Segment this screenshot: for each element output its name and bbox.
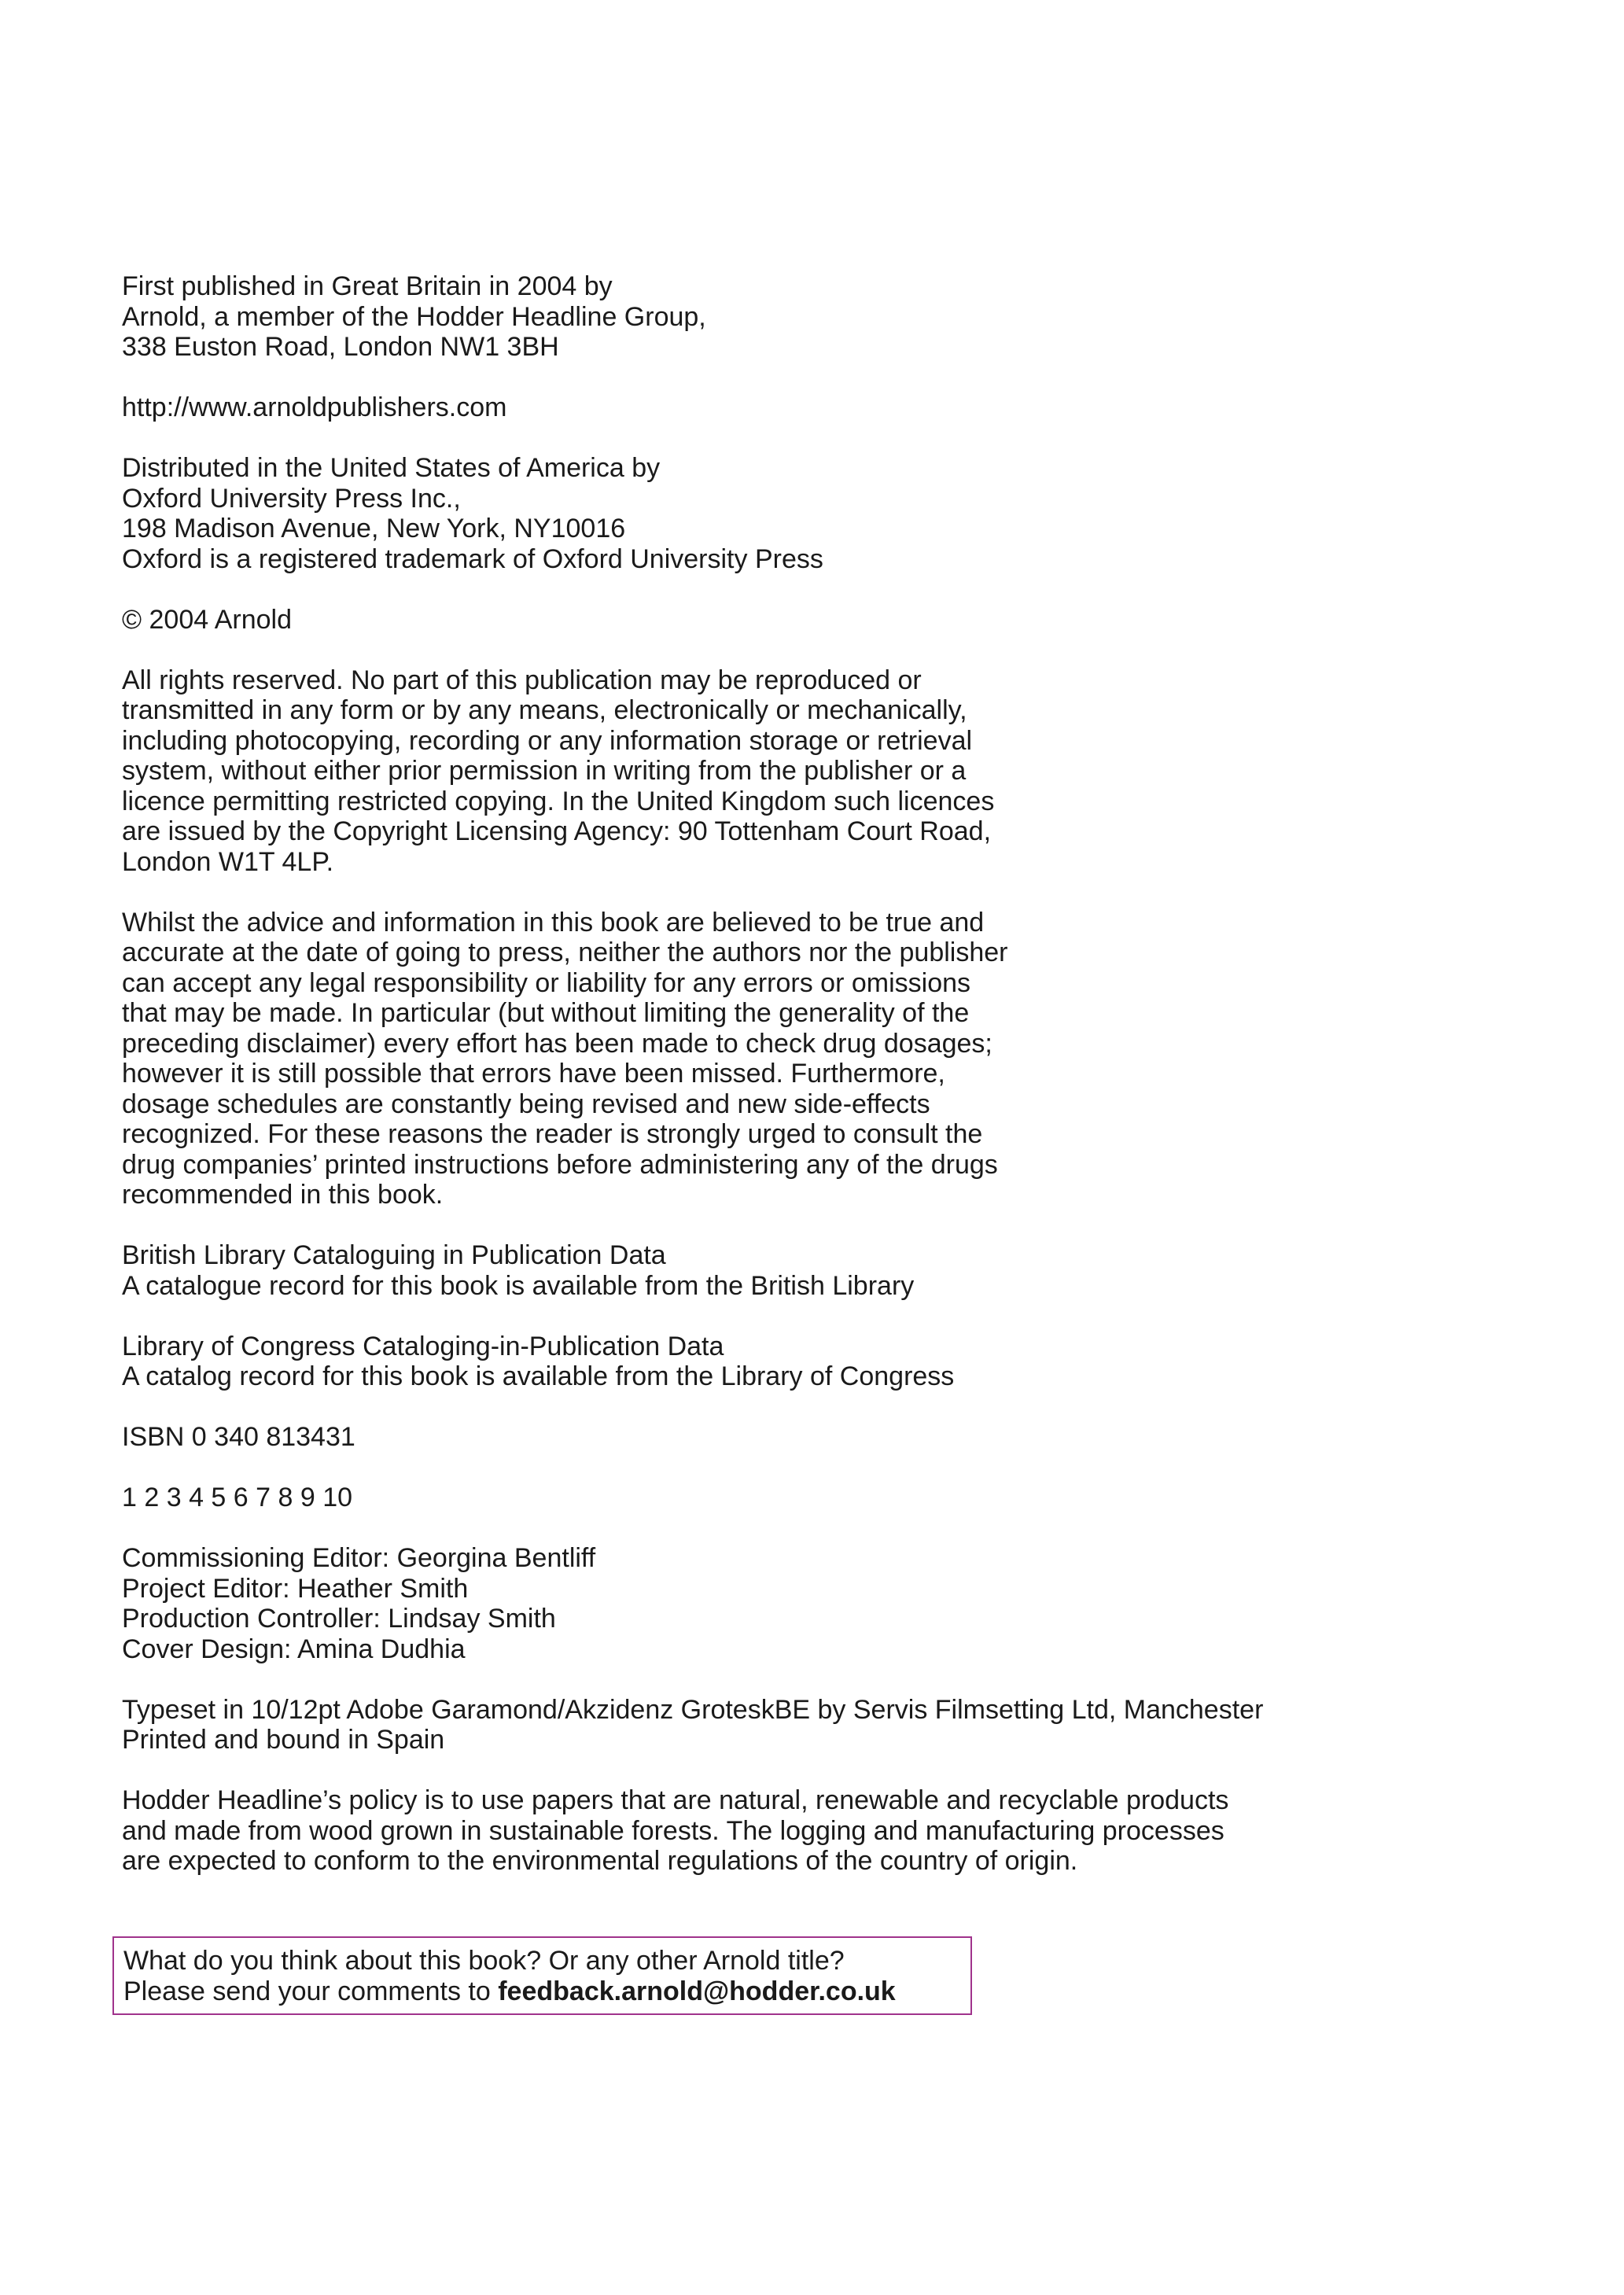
- disclaimer-line: drug companies’ printed instructions before administering any of the drugs: [122, 1149, 998, 1180]
- credits-block: [122, 1543, 1506, 1664]
- disclaimer-line: Whilst the advice and information in this book are believed to be true and: [122, 907, 985, 938]
- feedback-email-link[interactable]: feedback.arnold@hodder.co.uk: [498, 1976, 896, 2006]
- disclaimer-line: dosage schedules are constantly being revised and new side-effects: [122, 1089, 930, 1119]
- disclaimer-line: however it is still possible that errors have been missed. Furthermore,: [122, 1059, 945, 1089]
- copyright-block: [122, 605, 1506, 635]
- paper-policy-line: and made from wood grown in sustainable forests. The logging and manufacturing processes: [122, 1815, 1224, 1846]
- printing-line: 1 2 3 4 5 6 7 8 9 10: [122, 1483, 353, 1512]
- disclaimer-line: accurate at the date of going to press, neither the authors nor the publisher: [122, 938, 1008, 967]
- copyright-page: [122, 271, 1506, 1906]
- credit-line: Production Controller: Lindsay Smith: [122, 1604, 556, 1634]
- loc-cip-line: Library of Congress Cataloging-in-Publication Data: [122, 1331, 724, 1361]
- feedback-box: [112, 1936, 972, 2015]
- copyright-notice: © 2004 Arnold: [122, 604, 292, 635]
- distribution-block: [122, 453, 1506, 574]
- publisher-line: Arnold, a member of the Hodder Headline Group,: [122, 301, 706, 332]
- rights-line: are issued by the Copyright Licensing Agency: 90 Tottenham Court Road,: [122, 816, 992, 846]
- british-library-cip-block: [122, 1240, 1506, 1301]
- isbn: ISBN 0 340 813431: [122, 1422, 355, 1452]
- website-block: [122, 392, 1506, 423]
- paper-policy-block: [122, 1785, 1506, 1877]
- feedback-prefix: Please send your comments to: [123, 1976, 499, 2006]
- rights-line: licence permitting restricted copying. In the United Kingdom such licences: [122, 786, 995, 816]
- paper-policy-line: Hodder Headline’s policy is to use papers that are natural, renewable and recyclable products: [122, 1785, 1229, 1815]
- disclaimer-line: recognized. For these reasons the reader is strongly urged to consult the: [122, 1119, 983, 1149]
- feedback-question: What do you think about this book? Or any other Arnold title?: [123, 1946, 845, 1976]
- disclaimer-line: can accept any legal responsibility or liability for any errors or omissions: [122, 967, 971, 998]
- printing-line-block: [122, 1483, 1506, 1513]
- bl-cip-line: British Library Cataloguing in Publication Data: [122, 1240, 666, 1270]
- typeset-line: Typeset in 10/12pt Adobe Garamond/Akzidenz GroteskBE by Servis Filmsetting Ltd, Manchester: [122, 1694, 1264, 1725]
- distribution-line: Oxford University Press Inc.,: [122, 483, 461, 514]
- rights-line: transmitted in any form or by any means, electronically or mechanically,: [122, 695, 967, 725]
- library-of-congress-cip-block: [122, 1332, 1506, 1392]
- publisher-line: First published in Great Britain in 2004 by: [122, 271, 613, 301]
- rights-line: London W1T 4LP.: [122, 846, 334, 877]
- disclaimer-line: that may be made. In particular (but without limiting the generality of the: [122, 998, 970, 1028]
- bl-cip-line: A catalogue record for this book is available from the British Library: [122, 1270, 915, 1301]
- rights-line: including photocopying, recording or any information storage or retrieval: [122, 725, 973, 756]
- rights-line: All rights reserved. No part of this publication may be reproduced or: [122, 665, 922, 695]
- feedback-request: [123, 1976, 970, 2007]
- distribution-line: 198 Madison Avenue, New York, NY10016: [122, 514, 626, 543]
- isbn-block: [122, 1422, 1506, 1453]
- paper-policy-line: are expected to conform to the environmental regulations of the country of origin.: [122, 1846, 1078, 1876]
- disclaimer-line: recommended in this book.: [122, 1180, 444, 1210]
- credit-line: Commissioning Editor: Georgina Bentliff: [122, 1543, 596, 1573]
- disclaimer-line: preceding disclaimer) every effort has been made to check drug dosages;: [122, 1028, 992, 1059]
- credit-line: Project Editor: Heather Smith: [122, 1573, 469, 1604]
- publisher-block: [122, 271, 1506, 363]
- distribution-line: Distributed in the United States of America by: [122, 453, 661, 483]
- publisher-line: 338 Euston Road, London NW1 3BH: [122, 332, 559, 362]
- website-link[interactable]: http://www.arnoldpublishers.com: [122, 392, 507, 422]
- disclaimer-block: [122, 908, 1506, 1210]
- typeset-line: Printed and bound in Spain: [122, 1725, 445, 1755]
- rights-line: system, without either prior permission in writing from the publisher or a: [122, 756, 967, 786]
- typeset-block: [122, 1695, 1506, 1755]
- distribution-line: Oxford is a registered trademark of Oxford University Press: [122, 543, 823, 574]
- credit-line: Cover Design: Amina Dudhia: [122, 1634, 466, 1664]
- rights-block: [122, 665, 1506, 878]
- loc-cip-line: A catalog record for this book is available from the Library of Congress: [122, 1361, 955, 1391]
